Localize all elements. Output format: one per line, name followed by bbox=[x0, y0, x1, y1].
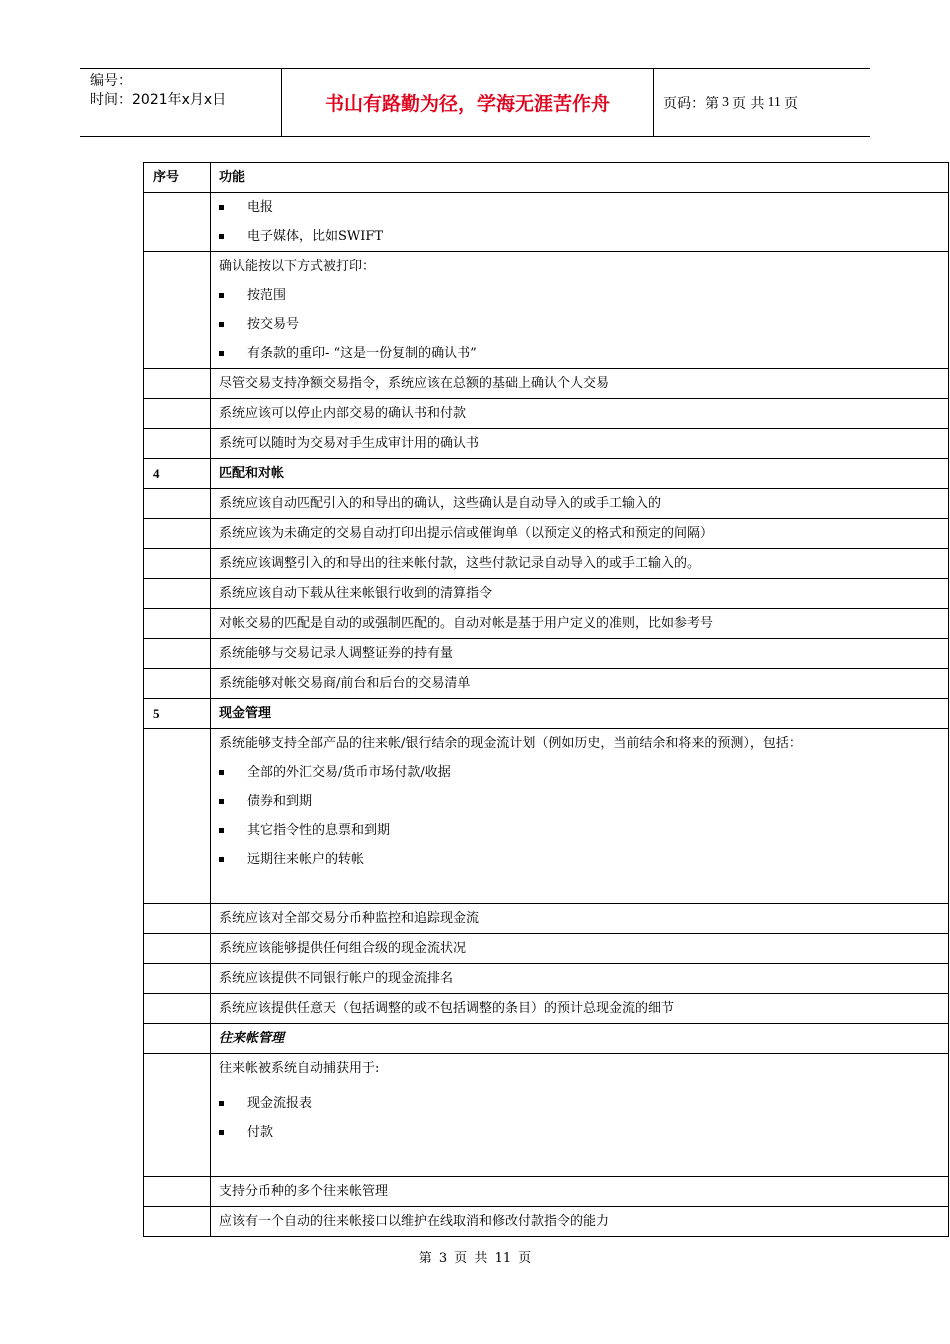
section-row-4 bbox=[144, 459, 949, 489]
table-row bbox=[144, 609, 949, 639]
table-row bbox=[144, 399, 949, 429]
table-row bbox=[144, 1054, 949, 1177]
row-text: 系统应该能够提供任何组合级的现金流状况 bbox=[219, 941, 467, 956]
bullet-item: 债券和到期 bbox=[219, 787, 940, 816]
table-row bbox=[144, 1177, 949, 1207]
bullet-icon bbox=[219, 322, 224, 327]
row-text: 系统可以随时为交易对手生成审计用的确认书 bbox=[219, 436, 480, 451]
table-row bbox=[144, 904, 949, 934]
row-text: 系统应该提供任意天（包括调整的或不包括调整的条目）的预计总现金流的细节 bbox=[219, 1001, 675, 1016]
bullet-item: 电报 bbox=[219, 193, 940, 222]
row-text: 往来帐被系统自动捕获用于: bbox=[219, 1061, 380, 1076]
header-page-info bbox=[653, 69, 870, 136]
page-mid: 页 共 bbox=[732, 95, 765, 112]
footer-prefix: 第 bbox=[418, 1251, 432, 1266]
code-label: 编号： bbox=[90, 73, 132, 89]
bullet-item: 远期往来帐户的转帐 bbox=[219, 845, 940, 874]
row-text: 对帐交易的匹配是自动的或强制匹配的。自动对帐是基于用户定义的准则，比如参考号 bbox=[219, 616, 714, 631]
bullet-icon bbox=[219, 1130, 224, 1135]
bullet-icon bbox=[219, 205, 224, 210]
bullet-item: 有条款的重印- “这是一份复制的确认书” bbox=[219, 339, 940, 368]
footer-suffix: 页 bbox=[518, 1251, 532, 1266]
table-row bbox=[144, 1207, 949, 1237]
subsection-title: 往来帐管理 bbox=[219, 1031, 285, 1046]
footer-mid: 页 共 bbox=[454, 1251, 488, 1266]
table-row bbox=[144, 429, 949, 459]
page-number: 3 bbox=[722, 94, 729, 110]
page-prefix: 页码：第 bbox=[663, 95, 719, 112]
row-text: 确认能按以下方式被打印： bbox=[219, 259, 376, 274]
bullet-icon bbox=[219, 351, 224, 356]
bullet-item: 按范围 bbox=[219, 281, 940, 310]
function-table bbox=[143, 162, 949, 1237]
subsection-row bbox=[144, 1024, 949, 1054]
table-row bbox=[144, 729, 949, 904]
row-text: 系统能够与交易记录人调整证券的持有量 bbox=[219, 646, 454, 661]
table-row bbox=[144, 964, 949, 994]
section-number: 5 bbox=[153, 706, 160, 721]
bullet-item: 按交易号 bbox=[219, 310, 940, 339]
row-text: 系统能够支持全部产品的往来帐/银行结余的现金流计划（例如历史，当前结余和将来的预测），包括： bbox=[219, 736, 802, 751]
section-title: 现金管理 bbox=[219, 706, 272, 721]
header-cell-func: 功能 bbox=[211, 163, 949, 193]
table-row bbox=[144, 994, 949, 1024]
row-text: 系统应该对全部交易分币种监控和追踪现金流 bbox=[219, 911, 480, 926]
bullet-icon bbox=[219, 234, 224, 239]
row-text: 系统应该可以停止内部交易的确认书和付款 bbox=[219, 406, 467, 421]
row-text: 支持分币种的多个往来帐管理 bbox=[219, 1184, 389, 1199]
page-footer bbox=[0, 1247, 950, 1266]
bullet-icon bbox=[219, 1101, 224, 1106]
time-label: 时间：2021年x月x日 bbox=[90, 92, 227, 108]
row-text: 系统应该自动匹配引入的和导出的确认，这些确认是自动导入的或手工输入的 bbox=[219, 496, 662, 511]
header-meta bbox=[80, 69, 282, 136]
row-text: 系统应该为未确定的交易自动打印出提示信或催询单（以预定义的格式和预定的间隔） bbox=[219, 526, 714, 541]
table-row bbox=[144, 489, 949, 519]
page-suffix: 页 bbox=[783, 95, 798, 112]
table-row bbox=[144, 519, 949, 549]
row-text: 尽管交易支持净额交易指令，系统应该在总额的基础上确认个人交易 bbox=[219, 376, 610, 391]
header-cell-num: 序号 bbox=[144, 163, 211, 193]
table-row bbox=[144, 639, 949, 669]
bullet-icon bbox=[219, 293, 224, 298]
table-row bbox=[144, 369, 949, 399]
section-number: 4 bbox=[153, 466, 160, 481]
table-row bbox=[144, 579, 949, 609]
row-text: 系统应该自动下载从往来帐银行收到的清算指令 bbox=[219, 586, 493, 601]
bullet-item: 现金流报表 bbox=[219, 1089, 940, 1118]
bullet-item: 全部的外汇交易/货币市场付款/收据 bbox=[219, 758, 940, 787]
table-row bbox=[144, 669, 949, 699]
table-header-row bbox=[144, 163, 949, 193]
table-row bbox=[144, 934, 949, 964]
bullet-item: 其它指令性的息票和到期 bbox=[219, 816, 940, 845]
footer-total: 11 bbox=[494, 1251, 512, 1266]
table-row bbox=[144, 252, 949, 369]
bullet-icon bbox=[219, 857, 224, 862]
section-row-5 bbox=[144, 699, 949, 729]
row-text: 系统能够对帐交易商/前台和后台的交易清单 bbox=[219, 676, 471, 691]
row-text: 应该有一个自动的往来帐接口以维护在线取消和修改付款指令的能力 bbox=[219, 1214, 610, 1229]
footer-page: 3 bbox=[438, 1251, 448, 1266]
bullet-icon bbox=[219, 799, 224, 804]
page-header bbox=[80, 68, 870, 137]
bullet-item: 付款 bbox=[219, 1118, 940, 1147]
table-row bbox=[144, 549, 949, 579]
bullet-icon bbox=[219, 770, 224, 775]
section-title: 匹配和对帐 bbox=[219, 466, 285, 481]
bullet-item: 电子媒体，比如SWIFT bbox=[219, 222, 940, 251]
row-text: 系统应该调整引入的和导出的往来帐付款，这些付款记录自动导入的或手工输入的。 bbox=[219, 556, 701, 571]
row-text: 系统应该提供不同银行帐户的现金流排名 bbox=[219, 971, 454, 986]
table-row bbox=[144, 193, 949, 252]
header-motto: 书山有路勤为径，学海无涯苦作舟 bbox=[282, 69, 654, 136]
page-total: 11 bbox=[767, 94, 781, 110]
bullet-icon bbox=[219, 828, 224, 833]
